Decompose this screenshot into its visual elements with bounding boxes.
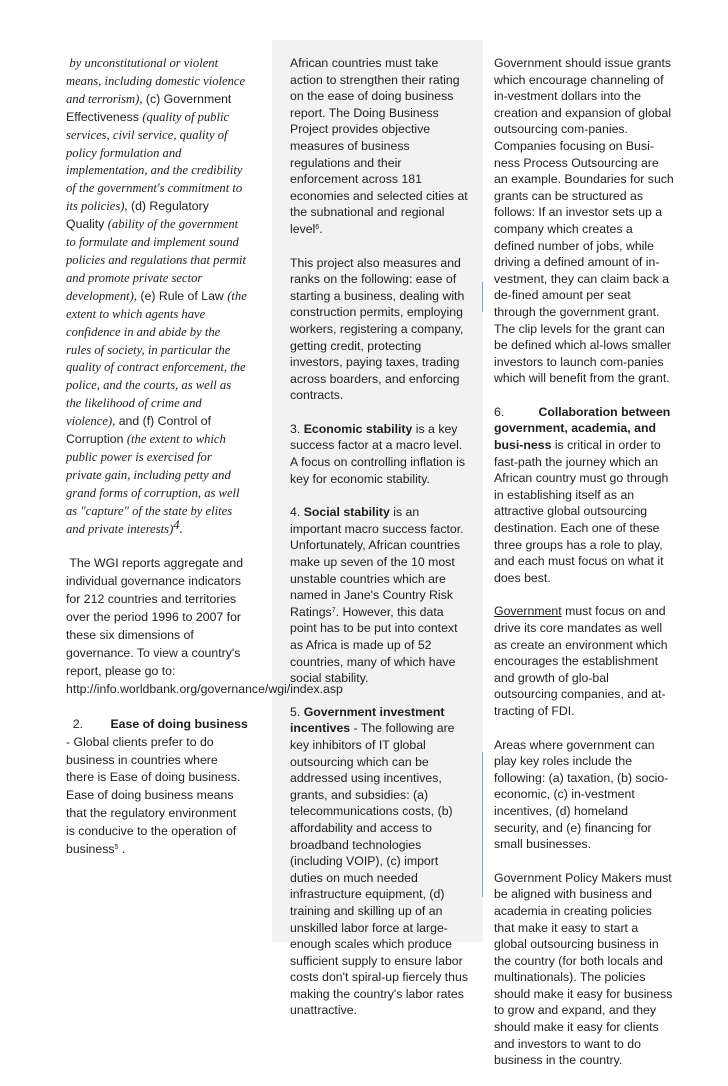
- doing-business-project-paragraph: African countries must take action to strengthen their rating on the ease of doing business report. The Doing Business Project provides objective measures of business regulations and their enforcement across 181 economies and selected cities at the subnational and regional level$^6$.: [290, 56, 468, 236]
- collaboration-paragraph: 6. Collaboration between government, academia, and busi-ness is critical in order to fast-path the journey which an African country must go through in establishing itself as an attractive global outsourcing destination. Each one of these three groups has a role to play, and each must focus on what it does best.: [494, 404, 671, 585]
- ease-of-business-paragraph: 2. Ease of doing business - Global clients prefer to do business in countries where there is Ease of doing business. Ease of doing business means that the regulatory environment is conducive to the operation of business$^5$ .: [66, 716, 248, 857]
- social-stability-paragraph: 4. Social stability is an important macro success factor. Unfortunately, African countries make up seven of the 10 most unstable countries which are named in Jane's Country Risk Ratings$^7$. However, this data point has to be put into context as Africa is made up of 52 countries, many of which have social stability.: [290, 505, 464, 686]
- column-3: [494, 55, 674, 1086]
- project-measures-paragraph: This project also measures and ranks on the following: ease of starting a business, dealing with construction permits, employing workers, registering a company, getting credit, protecting investors, paying taxes, trading across boarders, and enforcing contracts.: [290, 255, 465, 403]
- government-roles-paragraph: Areas where government can play key roles include the following: (a) taxation, (b) socio-economic, (c) in-vestment incentives, (d) homeland security, and (e) financing for small businesses.: [494, 737, 669, 852]
- column-1: [66, 55, 343, 876]
- column-divider-top: [482, 282, 483, 312]
- government-mandates-paragraph: Government must focus on and drive its core mandates as well as create an environment which encourages the establishment and growth of glo-bal outsourcing companies, and at-tracting of FDI.: [494, 604, 668, 718]
- governance-indicators-paragraph: by unconstitutional or violent means, including domestic violence and terrorism), (c) Government Effectiveness (quality of public services, civil service, quality of policy formulation and implementation, and the credibility of the government's commitment to its policies), (d) Regulatory Quality (ability of the government to formulate and implement sound policies and regulations that permit and promote private sector development), (e) Rule of Law (the extent to which agents have confidence in and abide by the rules of society, in particular the quality of contract enforcement, the police, and the courts, as well as the likelihood of crime and violence), and (f) Control of Corruption (the extent to which public power is exercised for private gain, including petty and grand forms of corruption, as well as "capture" of the state by elites and private interests)$^4$.: [66, 56, 247, 536]
- column-2: [290, 55, 470, 1036]
- column-divider-bottom: [482, 752, 483, 897]
- policy-makers-paragraph: Government Policy Makers must be aligned with business and academia in creating policies that make it easy to start a global outsourcing business in the country (for both locals and multinationals). The policies should make it easy for business to grow and expand, and they should make it easy for clients and investors to want to do business in the country.: [494, 870, 673, 1068]
- wgi-reports-paragraph: The WGI reports aggregate and individual governance indicators for 212 countries and territories over the period 1996 to 2007 for these six dimensions of governance. To view a country's report, please go to: http://info.worldbank.org/governance/wgi/index.asp: [66, 556, 343, 696]
- investment-incentives-paragraph: 5. Government investment incentives - The following are key inhibitors of IT global outsourcing which can be addressed using incentives, grants, and subsidies: (a) telecommunications costs, (b) affordability and access to broadband technologies (including VOIP), (c) import duties on much needed infrastructure equipment, (d) training and skilling up of an unskilled labor force at large-enough scales which produce sufficient supply to ensure labor costs don't spiral-up fiercely thus making the country's labor rates unattractive.: [290, 704, 468, 1018]
- economic-stability-paragraph: 3. Economic stability is a key success factor at a macro level. A focus on controlling inflation is key for economic stability.: [290, 421, 465, 486]
- grants-paragraph: Government should issue grants which encourage channeling of in-vestment dollars into the creation and expansion of global outsourcing com-panies. Companies focusing on Busi-ness Process Outsourcing are an example. Boundaries for such grants can be structured as follows: If an investor sets up a company which creates a defined number of jobs, while driving a defined amount of in-vestment, they can claim back a de-fined amount per seat through the government grant. The clip levels for the grant can be defined which al-lows smaller investors to launch com-panies which will benefit from the grant.: [494, 56, 674, 386]
